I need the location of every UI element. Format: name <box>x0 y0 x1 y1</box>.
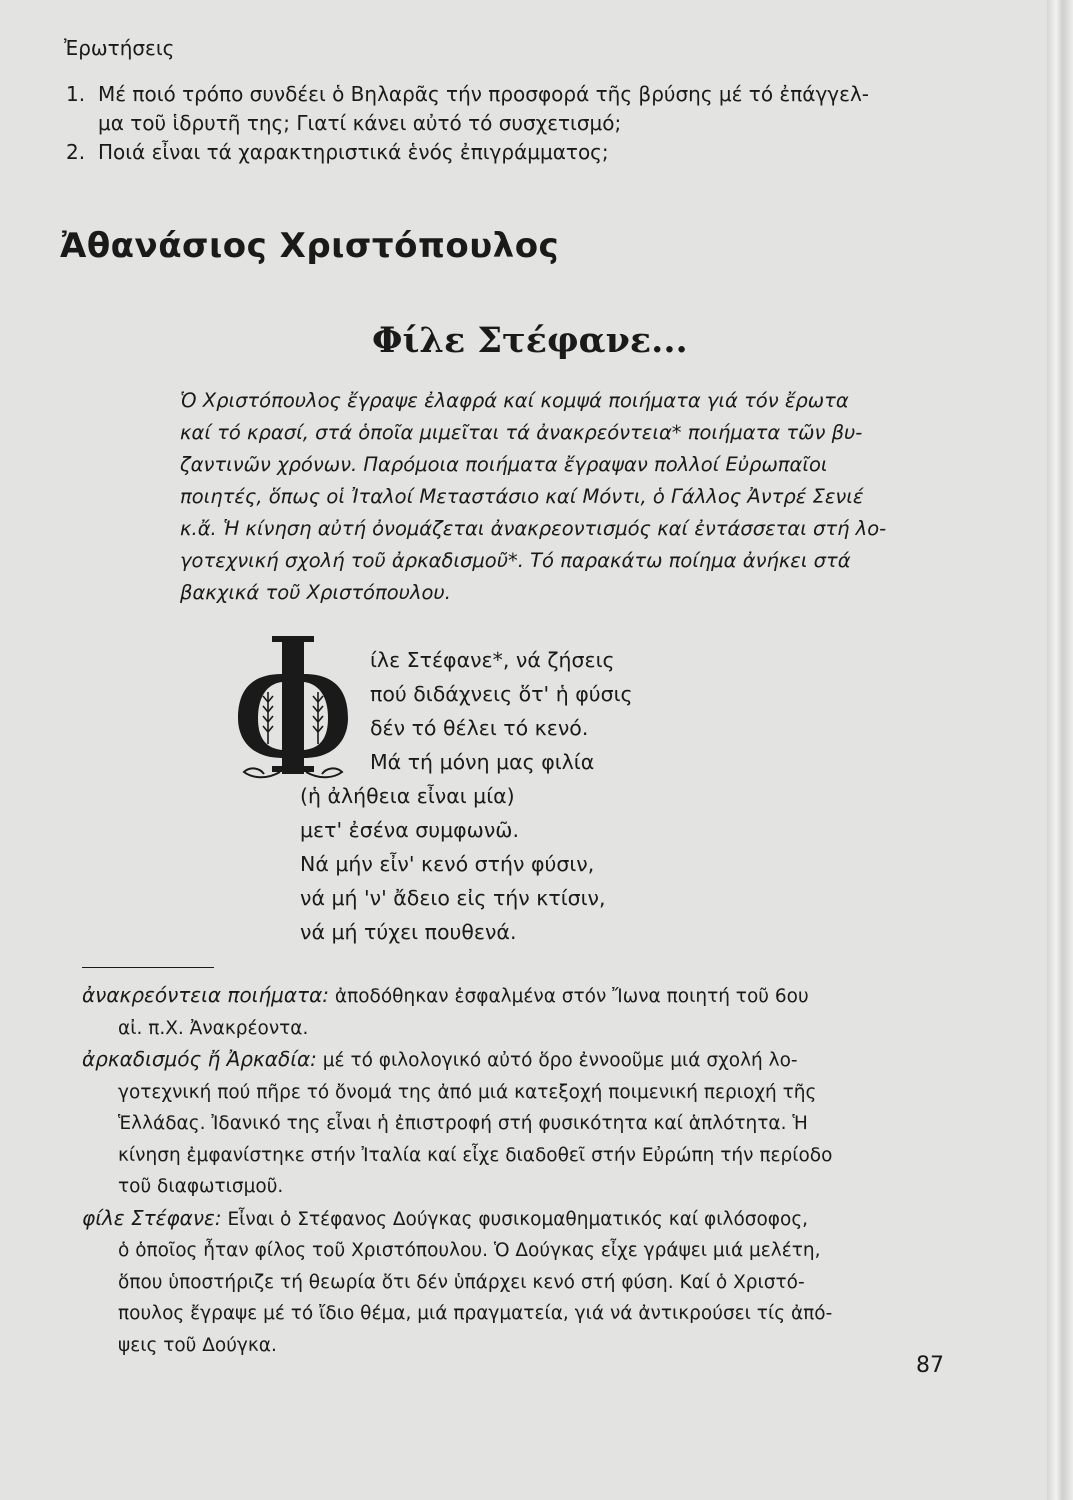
footnote-term: ἀρκαδισμός ἤ Ἀρκαδία: <box>82 1047 317 1071</box>
footnote <box>82 1044 942 1203</box>
questions-heading: Ἐρωτήσεις <box>64 36 175 60</box>
poem-line: μετ' ἐσένα συμφωνῶ. <box>300 818 519 842</box>
author-heading: Ἀθανάσιος Χριστόπουλος <box>60 226 560 266</box>
footnote-divider <box>82 967 214 968</box>
poem-line: (ἡ ἀλήθεια εἶναι μία) <box>300 784 515 808</box>
poem-line: νά μή τύχει πουθενά. <box>300 920 517 944</box>
footnote-term: φίλε Στέφανε: <box>82 1205 222 1230</box>
footnote-text: μέ τό φιλολογικό αὐτό ὅρο ἐννοοῦμε μιά σχολή λο- <box>316 1050 798 1071</box>
poem-line: δέν τό θέλει τό κενό. <box>370 716 589 740</box>
intro-paragraph <box>180 385 932 609</box>
poem-line: πού διδάχνεις ὅτ' ἡ φύσις <box>370 682 633 706</box>
question-line: μα τοῦ ἱδρυτῆ της; Γιατί κάνει αὐτό τό συσχετισμό; <box>98 111 622 135</box>
intro-line: γοτεχνική σχολή τοῦ ἀρκαδισμοῦ*. Τό παρακάτω ποίημα ἀνήκει στά <box>180 549 851 572</box>
intro-line: ζαντινῶν χρόνων. Παρόμοια ποιήματα ἔγραψαν πολλοί Εὐρωπαῖοι <box>180 453 828 476</box>
question-number: 2. <box>66 140 86 164</box>
footnote-text: ὁ ὁποῖος ἦταν φίλος τοῦ Χριστόπουλου. Ὁ Δούγκας εἶχε γράψει μιά μελέτη, <box>118 1240 821 1261</box>
page-edge <box>1047 0 1073 1500</box>
footnote <box>82 1203 942 1362</box>
footnote-text: ὅπου ὑποστήριζε τή θεωρία ὅτι δέν ὑπάρχει κενό στή φύση. Καί ὁ Χριστό- <box>118 1271 805 1293</box>
footnote-text: αἰ. π.Χ. Ἀνακρέοντα. <box>118 1017 309 1039</box>
footnotes <box>82 980 942 1361</box>
intro-line: ποιητές, ὅπως οἱ Ἰταλοί Μεταστάσιο καί Μόντι, ὁ Γάλλος Ἀντρέ Σενιέ <box>180 485 864 508</box>
intro-line: καί τό κρασί, στά ὁποῖα μιμεῖται τά ἀνακρεόντεια* ποιήματα τῶν βυ- <box>180 421 863 444</box>
poem-line: Νά μήν εἶν' κενό στήν φύσιν, <box>300 852 595 876</box>
question-text <box>98 80 869 138</box>
intro-line: κ.ἄ. Ἡ κίνηση αὐτή ὀνομάζεται ἀνακρεοντισμός καί ἐντάσσεται στή λο- <box>180 517 887 540</box>
footnote-text: ψεις τοῦ Δούγκα. <box>118 1334 277 1356</box>
footnote <box>82 980 942 1044</box>
footnote-text: ἀποδόθηκαν ἐσφαλμένα στόν Ἴωνα ποιητή τοῦ 6ου <box>329 986 809 1007</box>
footnote-text: πουλος ἔγραψε μέ τό ἴδιο θέμα, μιά πραγματεία, γιά νά ἀντικρούσει τίς ἀπό- <box>118 1303 833 1324</box>
question-item <box>66 80 946 138</box>
footnote-text: Ἑλλάδας. Ἰδανικό της εἶναι ἡ ἐπιστροφή στή φυσικότητα καί ἁπλότητα. Ἡ <box>118 1113 808 1134</box>
poem-title: Φίλε Στέφανε... <box>372 320 688 361</box>
question-text <box>98 138 609 167</box>
footnote-text: τοῦ διαφωτισμοῦ. <box>118 1176 284 1197</box>
footnote-text: Εἶναι ὁ Στέφανος Δούγκας φυσικομαθηματικός καί φιλόσοφος, <box>221 1208 809 1230</box>
question-item <box>66 138 946 167</box>
footnote-text: κίνηση ἐμφανίστηκε στήν Ἰταλία καί εἶχε διαδοθεῖ στήν Εὐρώπη τήν περίοδο <box>118 1144 833 1166</box>
question-line: Ποιά εἶναι τά χαρακτηριστικά ἑνός ἐπιγράμματος; <box>98 140 609 164</box>
intro-line: βακχικά τοῦ Χριστόπουλου. <box>180 581 451 604</box>
dropcap-phi-ornament <box>230 632 355 792</box>
intro-line: Ὁ Χριστόπουλος ἔγραψε ἐλαφρά καί κομψά ποιήματα γιά τόν ἔρωτα <box>180 389 849 412</box>
question-number: 1. <box>66 82 86 106</box>
poem-line: νά μή 'ν' ἄδειο εἰς τήν κτίσιν, <box>300 886 606 910</box>
question-line: Μέ ποιό τρόπο συνδέει ὁ Βηλαρᾶς τήν προσφορά τῆς βρύσης μέ τό ἐπάγγελ- <box>98 82 870 106</box>
poem-line: ίλε Στέφανε*, νά ζήσεις <box>370 648 615 672</box>
questions-list <box>66 80 946 167</box>
page-number: 87 <box>916 1353 944 1378</box>
footnote-term: ἀνακρεόντεια ποιήματα: <box>82 983 329 1007</box>
poem-line: Μά τή μόνη μας φιλία <box>370 750 595 774</box>
footnote-text: γοτεχνική πού πῆρε τό ὄνομά της ἀπό μιά κατεξοχή ποιμενική περιοχή τῆς <box>118 1081 817 1103</box>
